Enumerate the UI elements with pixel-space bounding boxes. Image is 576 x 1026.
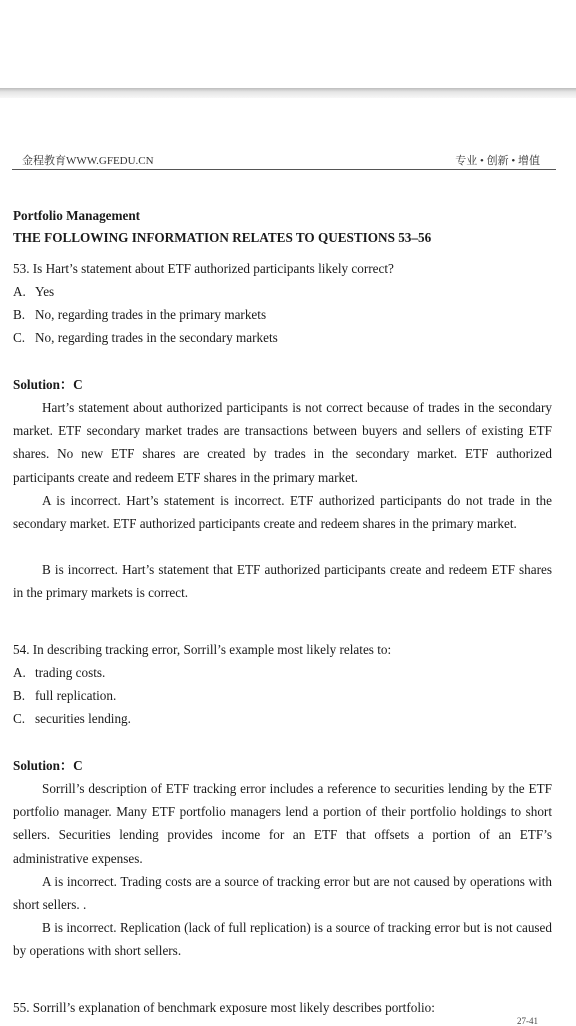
q53-solution-label: Solution：C xyxy=(13,377,83,392)
option-letter: C. xyxy=(13,711,26,726)
option-letter: B. xyxy=(13,688,26,703)
option-letter: C. xyxy=(13,330,26,345)
q53-option-b xyxy=(13,303,266,326)
q53-option-c xyxy=(13,326,278,349)
option-text: Yes xyxy=(35,284,55,299)
header-right-slogan: 专业 • 创新 • 增值 xyxy=(455,155,540,167)
q53-solution-para-2: A is incorrect. Hart’s statement is incorrect. ETF authorized participants do not trade in the secondary market. ETF authorized participants create and redeem shares in the primary market. xyxy=(13,493,552,532)
q53-solution-para-1: Hart’s statement about authorized participants is not correct because of trades in the secondary market. ETF secondary market trades are transactions between buyers and sellers of existing ETF shares. No new ETF shares are created by trades in the secondary market. ETF authorized participants create and redeem ETF shares in the primary market. xyxy=(13,400,552,485)
option-letter: A. xyxy=(13,284,26,299)
q54-question: 54. In describing tracking error, Sorrill’s example most likely relates to: xyxy=(13,642,392,657)
header-left-brand: 金程教育WWW.GFEDU.CN xyxy=(22,155,154,167)
option-text: full replication. xyxy=(35,688,117,703)
q54-solution-para-2: A is incorrect. Trading costs are a source of tracking error but are not caused by operations with short sellers. . xyxy=(13,874,552,913)
q54-solution-para-3: B is incorrect. Replication (lack of full replication) is a source of tracking error but is not caused by operations with short sellers. xyxy=(13,920,552,959)
option-text: No, regarding trades in the primary markets xyxy=(35,307,267,322)
q55-question: 55. Sorrill’s explanation of benchmark exposure most likely describes portfolio: xyxy=(13,1000,435,1015)
q53-solution-para-3: B is incorrect. Hart’s statement that ETF authorized participants create and redeem ETF shares in the primary markets is correct. xyxy=(13,562,552,601)
page-number: 27-41 xyxy=(517,1016,538,1026)
subtitle: THE FOLLOWING INFORMATION RELATES TO QUESTIONS 53–56 xyxy=(13,230,432,245)
option-text: No, regarding trades in the secondary markets xyxy=(35,330,278,345)
viewer-top-bar xyxy=(0,0,576,88)
section-title: Portfolio Management xyxy=(13,208,141,223)
q53-option-a xyxy=(13,280,54,303)
q53-question: 53. Is Hart’s statement about ETF authorized participants likely correct? xyxy=(13,261,394,276)
option-letter: B. xyxy=(13,307,26,322)
q54-solution-label: Solution：C xyxy=(13,758,83,773)
header-rule xyxy=(12,169,556,170)
q54-solution-para-1: Sorrill’s description of ETF tracking error includes a reference to securities lending by the ETF portfolio manager. Many ETF portfolio managers lend a portion of their portfolio holdings to short sellers. Securities lending provides income for an ETF that offsets a portion of an ETF’s administrative expenses. xyxy=(13,781,552,866)
q54-option-b xyxy=(13,684,116,707)
viewer-top-shadow xyxy=(0,88,576,98)
option-text: trading costs. xyxy=(35,665,106,680)
q54-option-c xyxy=(13,707,131,730)
option-text: securities lending. xyxy=(35,711,131,726)
option-letter: A. xyxy=(13,665,26,680)
q54-option-a xyxy=(13,661,105,684)
